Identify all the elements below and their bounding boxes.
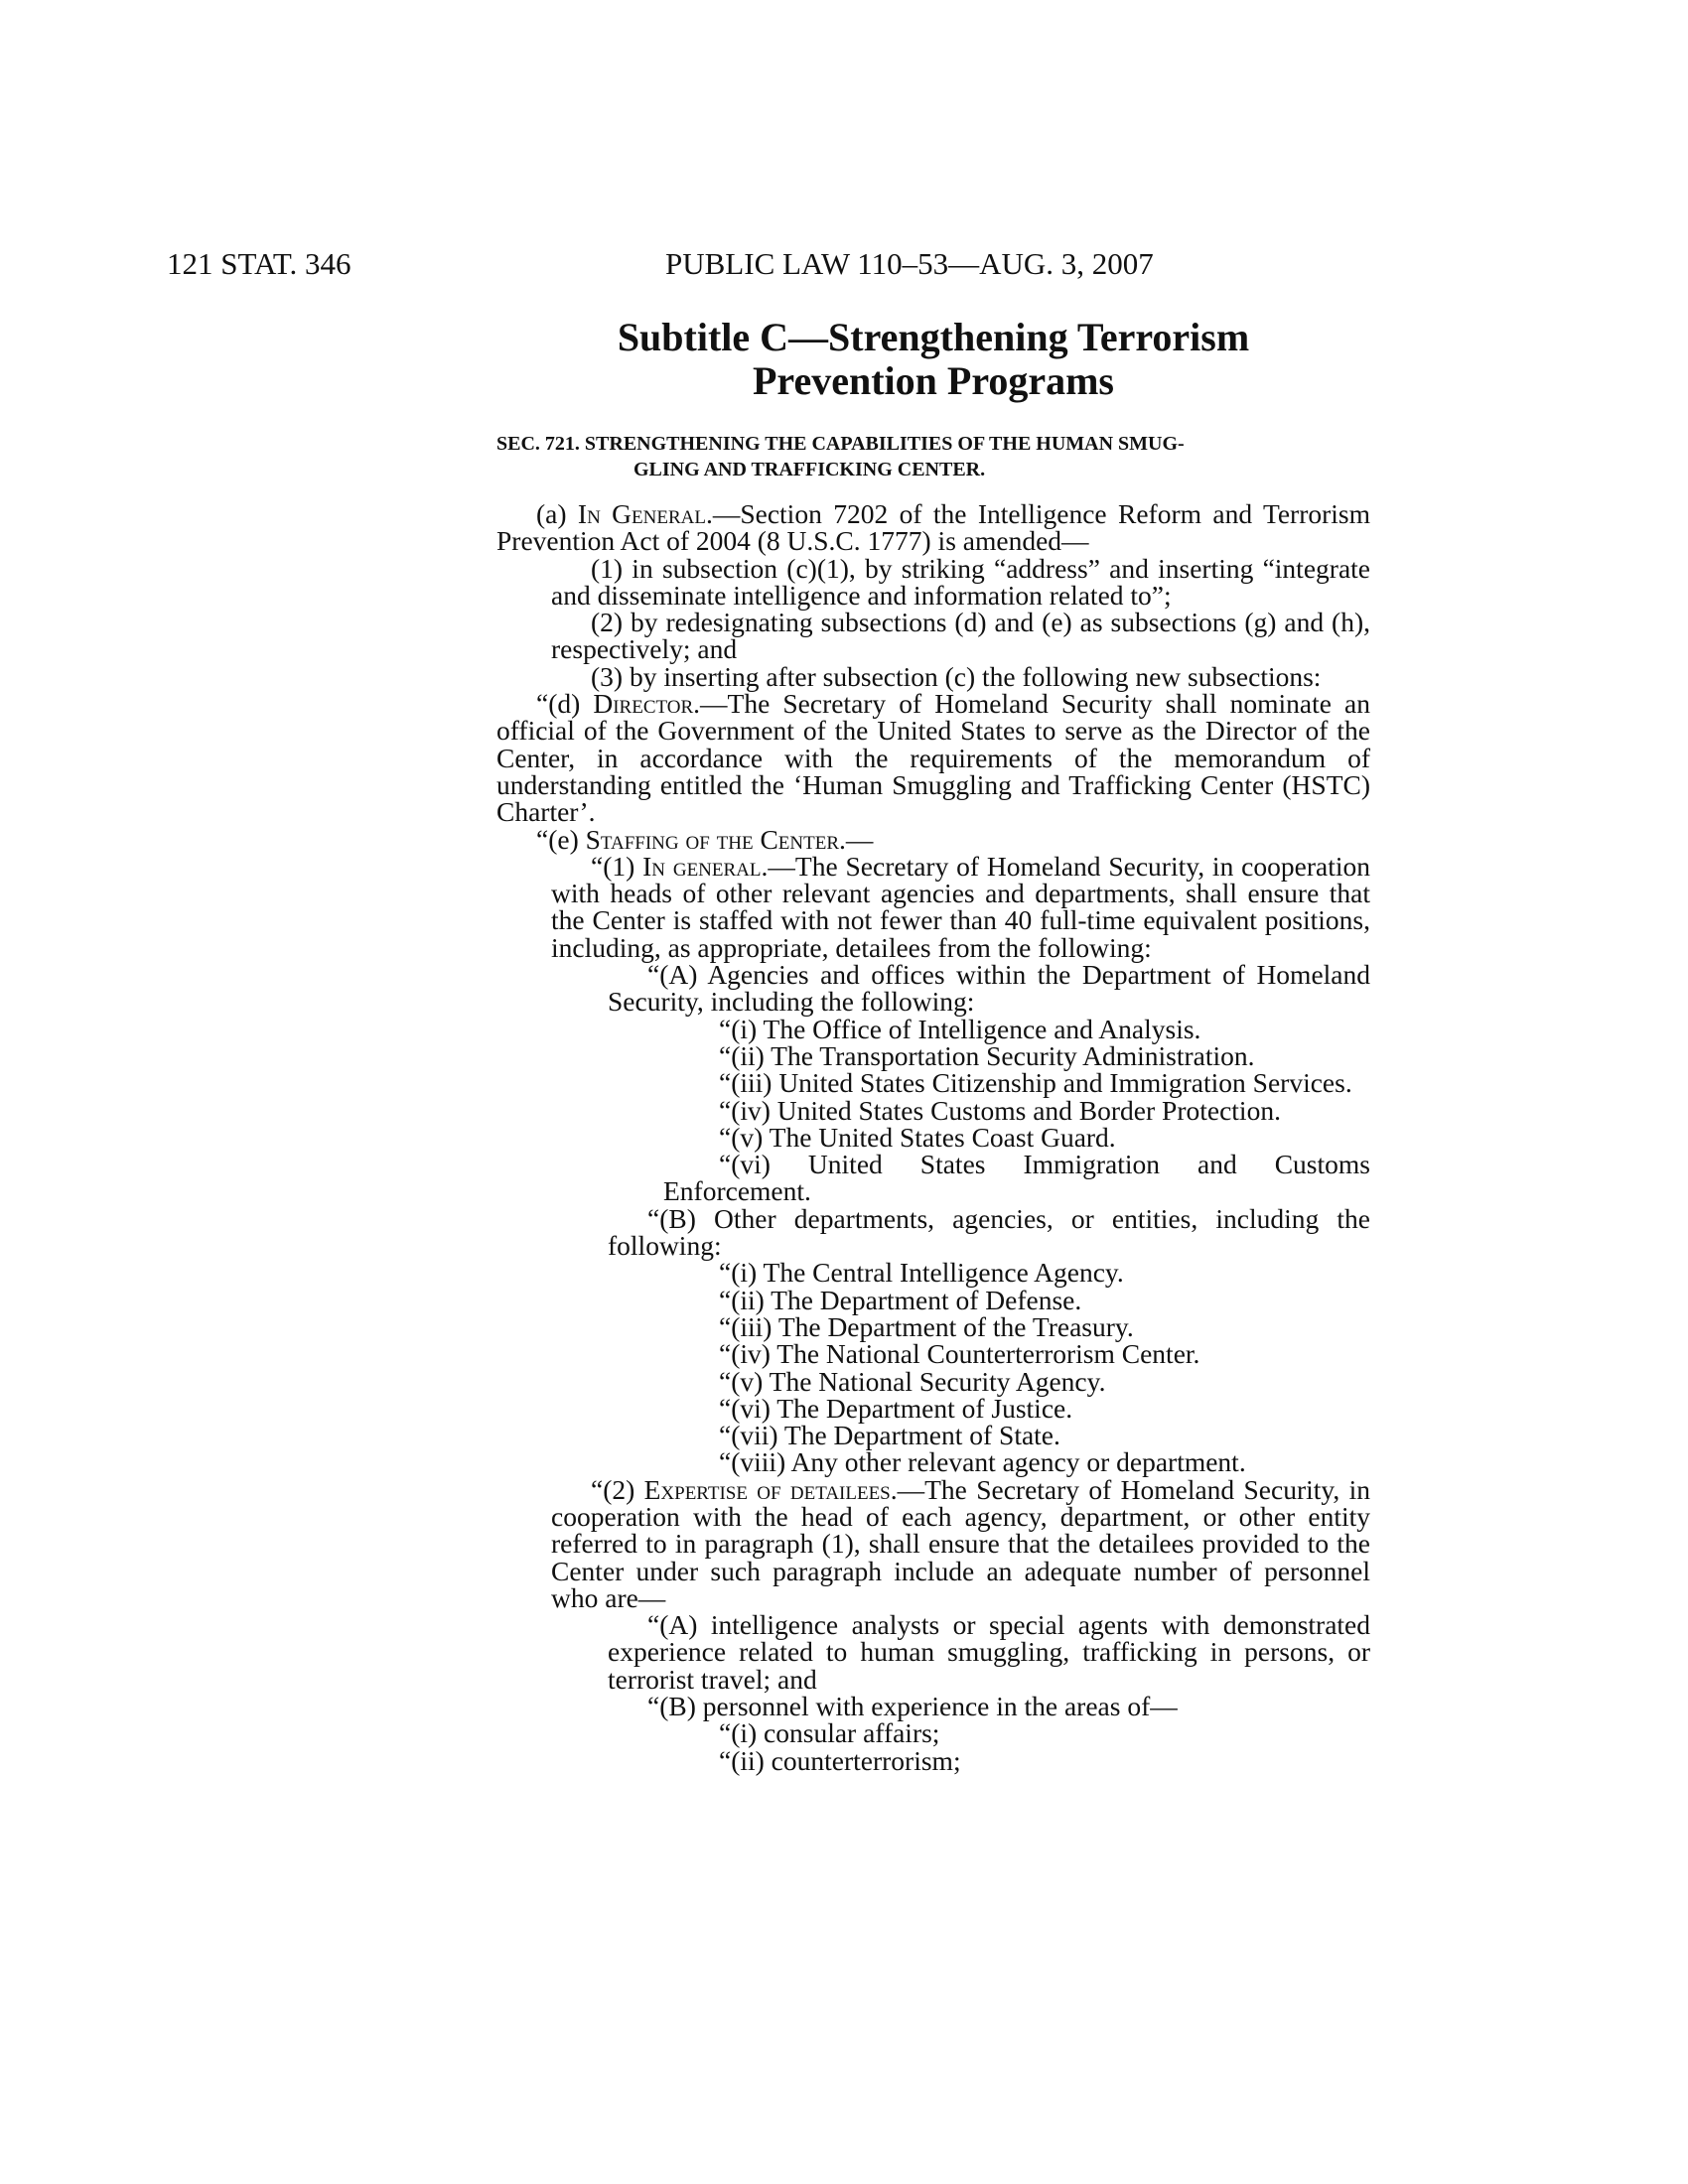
subsection-a	[496, 500, 1370, 555]
subsection-e-2-heading: Expertise of detailees	[643, 1473, 891, 1505]
subsection-a-text: .—Section 7202 of the Intelligence Reform and Terrorism Prevention Act of 2004 (8 U.S.C. 1777) is amended—	[496, 498, 1370, 557]
clause-B-iv: “(iv) The National Counterterrorism Center.	[719, 1338, 1200, 1370]
paragraph-3: (3) by inserting after subsection (c) the following new subsections:	[591, 660, 1322, 692]
subtitle-heading	[496, 316, 1370, 403]
clause-A-iii: “(iii) United States Citizenship and Immigration Services.	[719, 1067, 1352, 1099]
page-header	[0, 246, 1688, 286]
subsection-e-1	[496, 850, 1370, 963]
subtitle-line-1: Subtitle C—Strengthening Terrorism	[617, 315, 1250, 359]
subsection-e-heading: Staffing of the Center	[585, 823, 840, 855]
clause-B-v: “(v) The National Security Agency.	[719, 1365, 1106, 1397]
subsection-e-1-text: .—The Secretary of Homeland Security, in cooperation with heads of other relevant agencies and departments, shall ensure that the Center is staffed with not fewer than 40 full-time equivalent positions, including, as appropriate, detailees from the following:	[551, 850, 1370, 963]
subsection-a-prefix: (a)	[536, 498, 578, 529]
clause-A-vi: “(vi) United States Immigration and Customs Enforcement.	[663, 1149, 1370, 1207]
clause-A-iv: “(iv) United States Customs and Border Protection.	[719, 1094, 1281, 1126]
subtitle-line-2: Prevention Programs	[752, 358, 1114, 403]
subparagraph-e2-B: “(B) personnel with experience in the areas of—	[647, 1691, 1178, 1722]
statute-page-number: 121 STAT. 346	[167, 246, 352, 281]
public-law-citation: PUBLIC LAW 110–53—AUG. 3, 2007	[665, 246, 1154, 281]
subsection-e-2-prefix: “(2)	[591, 1473, 644, 1505]
section-heading	[496, 431, 1370, 482]
clause-B-iii: “(iii) The Department of the Treasury.	[719, 1310, 1134, 1342]
subsection-a-heading: In General	[577, 498, 706, 529]
subparagraph-A: “(A) Agencies and offices within the Department of Homeland Security, including the following:	[608, 959, 1370, 1018]
clause-B-i: “(i) The Central Intelligence Agency.	[719, 1257, 1124, 1289]
paragraph-1: (1) in subsection (c)(1), by striking “address” and inserting “integrate and disseminate intelligence and information related to”;	[551, 552, 1370, 611]
clause-B-vii: “(vii) The Department of State.	[719, 1420, 1060, 1451]
subparagraph-B: “(B) Other departments, agencies, or entities, including the following:	[608, 1202, 1370, 1262]
subsection-e-1-heading: In general	[642, 850, 762, 882]
clause-e2-B-i: “(i) consular affairs;	[719, 1717, 940, 1749]
subparagraph-e2-A: “(A) intelligence analysts or special agents with demonstrated experience related to human smuggling, trafficking in persons, or terrorist travel; and	[608, 1609, 1370, 1695]
clause-A-i: “(i) The Office of Intelligence and Analysis.	[719, 1013, 1201, 1044]
subsection-d	[496, 688, 1370, 828]
subsection-e-prefix: “(e)	[536, 823, 586, 855]
subsection-e	[496, 823, 1370, 855]
clause-B-ii: “(ii) The Department of Defense.	[719, 1284, 1082, 1315]
section-body	[496, 500, 1370, 1774]
subsection-e-2-text: .—The Secretary of Homeland Security, in cooperation with the head of each agency, department, or other entity referred to in paragraph (1), shall ensure that the detailees provided to the Center under such paragraph include an adequate number of personnel who are—	[551, 1473, 1370, 1613]
section-heading-line-2: GLING AND TRAFFICKING CENTER.	[633, 459, 986, 480]
paragraph-2: (2) by redesignating subsections (d) and (e) as subsections (g) and (h), respectively; and	[551, 607, 1370, 665]
section-heading-line-1: SEC. 721. STRENGTHENING THE CAPABILITIES OF THE HUMAN SMUG-	[496, 433, 1185, 455]
subsection-e-1-prefix: “(1)	[591, 850, 643, 882]
clause-A-v: “(v) The United States Coast Guard.	[719, 1121, 1116, 1153]
clause-A-ii: “(ii) The Transportation Security Administration.	[719, 1039, 1255, 1071]
subsection-d-prefix: “(d)	[536, 688, 594, 720]
subsection-e-text: .—	[839, 823, 874, 855]
clause-B-vi: “(vi) The Department of Justice.	[719, 1392, 1073, 1424]
subsection-d-text: .—The Secretary of Homeland Security shall nominate an official of the Government of the United States to serve as the Director of the Center, in accordance with the requirements of the memorandum of understanding entitled the ‘Human Smuggling and Trafficking Center (HSTC) Charter’.	[496, 688, 1370, 828]
clause-e2-B-ii: “(ii) counterterrorism;	[719, 1744, 961, 1776]
subsection-d-heading: Director	[593, 688, 694, 720]
subsection-e-2	[496, 1473, 1370, 1613]
clause-B-viii: “(viii) Any other relevant agency or department.	[719, 1446, 1246, 1478]
